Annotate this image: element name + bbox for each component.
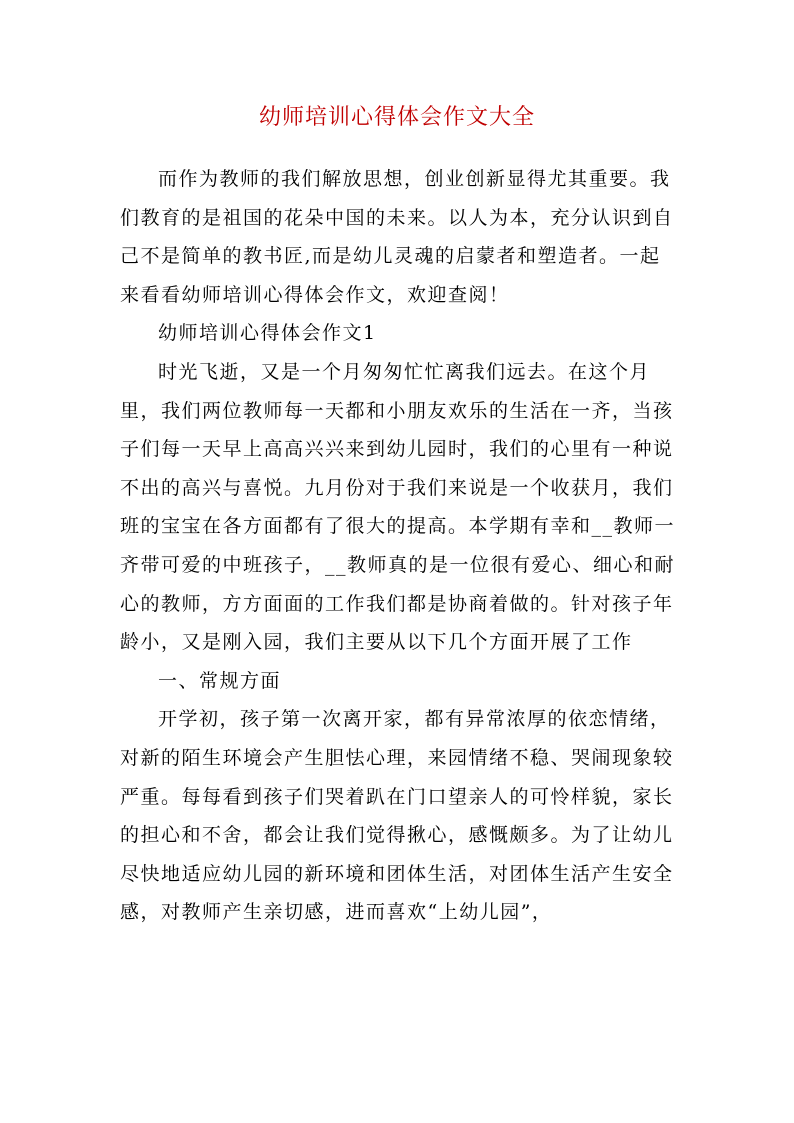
section-heading-essay-1: 幼师培训心得体会作文1 (158, 322, 377, 345)
document-title: 幼师培训心得体会作文大全 (258, 105, 535, 130)
routine-paragraph: 开学初，孩子第一次离开家，都有异常浓厚的依恋情绪，对新的陌生环境会产生胆怯心理，来园情绪不稳、哭闹现象较严重。每每看到孩子们哭着趴在门口望亲人的可怜样貌，家长的担心和不舍，都会让我们觉得揪心，感慨颇多。为了让幼儿尽快地适应幼儿园的新环境和团体生活，对团体生活产生安全感，对教师产生亲切感，进而喜欢“上幼儿园”， (120, 708, 674, 924)
intro-paragraph: 而作为教师的我们解放思想，创业创新显得尤其重要。我们教育的是祖国的花朵中国的未来。以人为本，充分认识到自己不是简单的教书匠,而是幼儿灵魂的启蒙者和塑造者。一起来看看幼师培训心得体会作文，欢迎查阅！ (120, 168, 674, 306)
section-heading-routine: 一、常规方面 (158, 669, 282, 692)
document-body (120, 160, 680, 932)
essay-1-paragraph: 时光飞逝，又是一个月匆匆忙忙离我们远去。在这个月里，我们两位教师每一天都和小朋友欢乐的生活在一齐，当孩子们每一天早上高高兴兴来到幼儿园时，我们的心里有一种说不出的高兴与喜悦。九月份对于我们来说是一个收获月，我们班的宝宝在各方面都有了很大的提高。本学期有幸和__教师一齐带可爱的中班孩子，__教师真的是一位很有爱心、细心和耐心的教师，方方面面的工作我们都是协商着做的。针对孩子年龄小，又是刚入园，我们主要从以下几个方面开展了工作 (120, 360, 676, 654)
